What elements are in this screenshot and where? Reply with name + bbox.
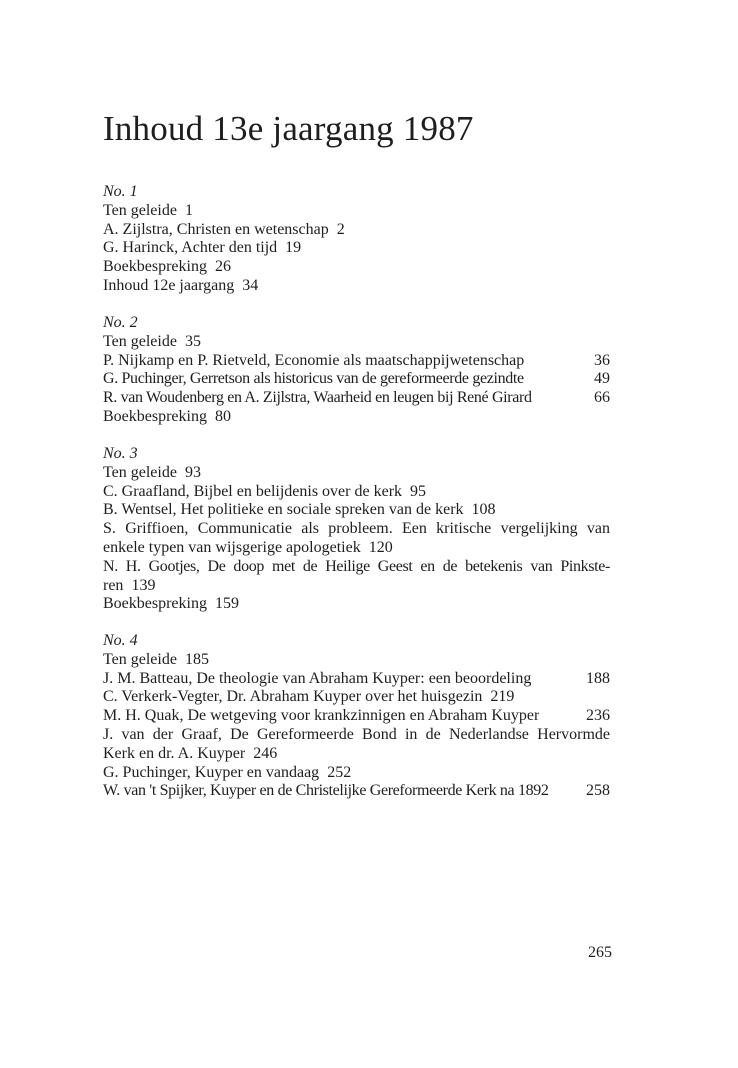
entry-title: R. van Woudenberg en A. Zijlstra, Waarheid en leugen bij René Girard — [103, 389, 532, 407]
entry-title: M. H. Quak, De wetgeving voor krankzinnigen en Abraham Kuyper — [103, 707, 540, 725]
entry-title-line-2 — [103, 745, 610, 764]
entry-page: 139 — [131, 576, 156, 594]
toc-entry — [103, 277, 610, 296]
toc-entry — [103, 595, 610, 614]
entry-page: 35 — [184, 332, 201, 350]
page-number: 265 — [588, 944, 612, 961]
toc-entry — [103, 520, 610, 558]
entry-page: 95 — [410, 482, 427, 500]
toc-entry — [103, 221, 610, 240]
entry-title: A. Zijlstra, Christen en wetenschap — [103, 220, 329, 238]
entry-title: P. Nijkamp en P. Rietveld, Economie als maatschappijwetenschap — [103, 351, 525, 369]
entry-page: 19 — [285, 239, 302, 257]
toc-entry — [103, 782, 610, 801]
entry-title-line-1: N. H. Gootjes, De doop met de Heilige Geest en de betekenis van Pinkste- — [103, 557, 610, 575]
entry-title: C. Graafland, Bijbel en belijdenis over de kerk — [103, 482, 403, 500]
entry-page: 252 — [327, 763, 352, 781]
entry-title: Boekbespreking — [103, 407, 207, 425]
toc-entry — [103, 558, 610, 596]
toc-entry — [103, 389, 610, 408]
entry-page: 219 — [490, 688, 515, 706]
entry-page: 188 — [586, 669, 610, 687]
entry-title: Inhoud 12e jaargang — [103, 276, 235, 294]
entry-page: 258 — [586, 782, 610, 800]
entry-page: 2 — [336, 220, 345, 238]
toc-entry — [103, 333, 610, 352]
entry-title-line-2 — [103, 539, 610, 558]
issue-heading: No. 1 — [103, 183, 138, 200]
entry-page: 185 — [184, 650, 209, 668]
toc-entry — [103, 202, 610, 221]
issue-section-2 — [103, 314, 610, 427]
entry-page: 246 — [253, 744, 278, 762]
entry-title: Kerk en dr. A. Kuyper — [103, 744, 246, 762]
entry-title: Ten geleide — [103, 463, 177, 481]
entry-title: ren — [103, 576, 124, 594]
entry-page: 236 — [586, 707, 610, 725]
issue-heading: No. 4 — [103, 632, 138, 649]
toc-entry — [103, 764, 610, 783]
entry-title: Boekbespreking — [103, 258, 207, 276]
entry-page: 1 — [184, 201, 193, 219]
toc-entry — [103, 352, 610, 371]
issue-section-4 — [103, 632, 610, 801]
entry-page: 120 — [368, 538, 393, 556]
toc-entry — [103, 258, 610, 277]
entry-title: Ten geleide — [103, 332, 177, 350]
entry-title: G. Puchinger, Gerretson als historicus van de gereformeerde gezindte — [103, 370, 524, 388]
entry-page: 66 — [594, 389, 610, 407]
entry-title: C. Verkerk-Vegter, Dr. Abraham Kuyper over het huisgezin — [103, 688, 483, 706]
toc-entry — [103, 501, 610, 520]
toc-entry — [103, 707, 610, 726]
entry-page: 159 — [214, 595, 239, 613]
entry-title: G. Puchinger, Kuyper en vandaag — [103, 763, 320, 781]
toc-entry — [103, 688, 610, 707]
toc-entry — [103, 651, 610, 670]
issue-heading: No. 2 — [103, 314, 138, 331]
entry-page: 80 — [214, 407, 231, 425]
toc-entry — [103, 670, 610, 689]
toc-entry — [103, 408, 610, 427]
issue-heading: No. 3 — [103, 445, 138, 462]
entry-title: Boekbespreking — [103, 595, 207, 613]
entry-title-line-1: J. van der Graaf, De Gereformeerde Bond in de Nederlandse Hervormde — [103, 725, 610, 743]
page-title: Inhoud 13e jaargang 1987 — [103, 109, 474, 148]
entry-title: B. Wentsel, Het politieke en sociale spreken van de kerk — [103, 501, 464, 519]
entry-page: 49 — [594, 370, 610, 388]
entry-title: G. Harinck, Achter den tijd — [103, 239, 278, 257]
entry-page: 93 — [184, 463, 201, 481]
entry-title: J. M. Batteau, De theologie van Abraham Kuyper: een beoordeling — [103, 669, 532, 687]
issue-section-1 — [103, 183, 610, 296]
entry-title: Ten geleide — [103, 650, 177, 668]
toc-entry — [103, 483, 610, 502]
toc-entry — [103, 464, 610, 483]
entry-page: 34 — [242, 276, 259, 294]
entry-title-line-2 — [103, 577, 610, 596]
toc-entry — [103, 726, 610, 764]
toc-entry — [103, 239, 610, 258]
entry-title: enkele typen van wijsgerige apologetiek — [103, 538, 361, 556]
issue-section-3 — [103, 445, 610, 614]
entry-page: 36 — [594, 351, 610, 369]
entry-page: 26 — [214, 258, 231, 276]
toc-entry — [103, 370, 610, 389]
entry-title: Ten geleide — [103, 201, 177, 219]
entry-title-line-1: S. Griffioen, Communicatie als probleem. Een kritische vergelijking van — [103, 520, 610, 538]
entry-page: 108 — [471, 501, 496, 519]
entry-title: W. van 't Spijker, Kuyper en de Christelijke Gereformeerde Kerk na 1892 — [103, 782, 549, 800]
